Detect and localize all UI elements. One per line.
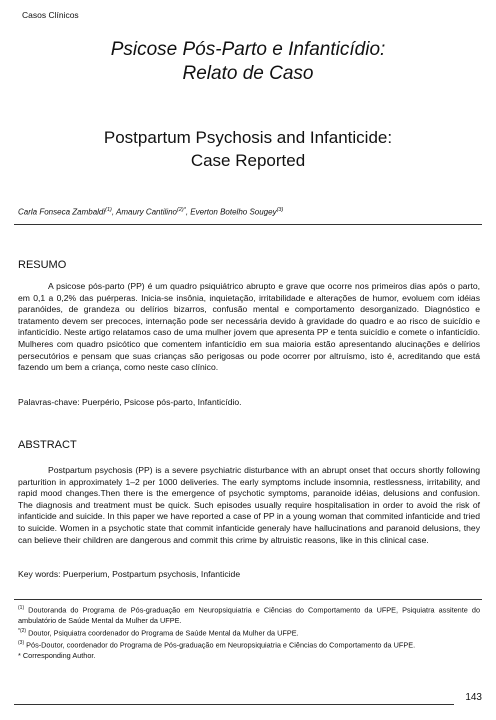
page-bottom-rule bbox=[14, 704, 454, 705]
author-mark: (1) bbox=[105, 207, 112, 213]
author-separator: , bbox=[185, 207, 191, 217]
footnote-item bbox=[18, 651, 480, 661]
author-name: Amaury Cantilino bbox=[116, 207, 177, 217]
author-name: Carla Fonseca Zambaldi bbox=[18, 207, 106, 217]
footnotes bbox=[18, 603, 480, 661]
author-mark: (3) bbox=[276, 207, 284, 213]
resumo-body: A psicose pós-parto (PP) é um quadro psiquiátrico abrupto e grave que ocorre nos primeiros dias após o parto, em 0,1 a 0,2% das puérperas. Inicia-se insônia, inquietação, irritabilidade e alterações de humor, evoluem com idéias paranóides, de grandeza ou delírios bizarros, confusão mental e comportamento desorganizado. Diagnóstico e tratamento devem ser precoces, internação pode ser necessária devido à gravidade do quadro e ao risco de suicídio e infanticídio. Neste artigo relatamos caso de uma mulher jovem que apresenta PP e tenta suicídio e comete o infanticídio. Mulheres com quadro psicótico que comentem infanticídio em sua maioria estão apresentando alucinações e delírios persecutórios e pensam que suas crianças são perigosas ou pode ocorrer por altruísmo, isto é, acreditando que está fazendo um bem a criança, como neste caso clínico. bbox=[18, 281, 480, 373]
resumo-keywords bbox=[18, 397, 242, 408]
title-english bbox=[0, 126, 496, 172]
footnote-divider bbox=[14, 599, 482, 600]
title-english-line-1: Postpartum Psychosis and Infanticide: bbox=[103, 128, 393, 147]
author-name: Everton Botelho Sougey bbox=[190, 207, 277, 217]
footnote-item bbox=[18, 603, 480, 626]
abstract-body: Postpartum psychosis (PP) is a severe psychiatric disturbance with an abrupt onset that occurs shortly following parturition in approximately 1–2 per 1000 deliveries. The early symptoms include insomnia, restlessness, irritability, and rapid mood changes.Then there is the emergence of psychotic symptoms, paranoide idéias, delusions and confusion. The diagnosis and treatment must be quick. Such episodes usually require hospitalisation in order to avoid the risk of infanticide and suicide. In this paper we have reported a case of PP in a young woman that commited infanticide and tried to suicide. Women in a psychotic state that commit infanticide generaly have hallucinations and paranoid delusions, they can believe their children are dangerous and commit this crime by altruistic reasons, like in this clinical case. bbox=[18, 465, 480, 545]
footnote-item bbox=[18, 638, 480, 651]
title-english-line-2: Case Reported bbox=[190, 151, 306, 170]
abstract-heading: ABSTRACT bbox=[18, 439, 77, 451]
author-separator: , bbox=[111, 207, 117, 217]
footnote-mark: *(2) bbox=[18, 627, 27, 634]
footnote-item bbox=[18, 626, 480, 639]
author-mark: (2)* bbox=[176, 207, 186, 213]
keywords-label: Key words: bbox=[18, 569, 61, 579]
title-portuguese bbox=[0, 38, 496, 86]
page-number: 143 bbox=[465, 692, 482, 703]
resumo-heading: RESUMO bbox=[18, 259, 67, 271]
title-portuguese-line-2: Relato de Caso bbox=[182, 63, 314, 84]
abstract-keywords bbox=[18, 569, 240, 580]
footnote-mark: (1) bbox=[18, 605, 25, 611]
footnote-mark: (3) bbox=[18, 640, 25, 647]
footnote-text: Doutor, Psiquiatra coordenador do Programa de Saúde Mental da Mulher da UFPE. bbox=[26, 628, 299, 638]
title-portuguese-line-1: Psicose Pós-Parto e Infanticídio: bbox=[110, 39, 386, 60]
footnote-text: Doutoranda do Programa de Pós-graduação em Neuropsiquiatria e Ciências do Comportamento da UFPE, Psiquiatra assitente do ambulatório de Saúde Mental da Mulher da UFPE. bbox=[18, 605, 480, 625]
author-divider bbox=[14, 224, 482, 225]
section-label: Casos Clínicos bbox=[22, 10, 79, 20]
keywords-text: Puerpério, Psicose pós-parto, Infanticídio. bbox=[79, 397, 242, 407]
keywords-label: Palavras-chave: bbox=[18, 397, 80, 407]
author-list bbox=[18, 207, 283, 217]
footnote-text: * Corresponding Author. bbox=[18, 651, 96, 661]
keywords-text: Puerperium, Postpartum psychosis, Infanticide bbox=[60, 569, 241, 579]
footnote-text: Pós-Doutor, coordenador do Programa de Pós-graduação em Neuropsiquiatria e Ciências do Comportamento da UFPE. bbox=[24, 640, 416, 650]
